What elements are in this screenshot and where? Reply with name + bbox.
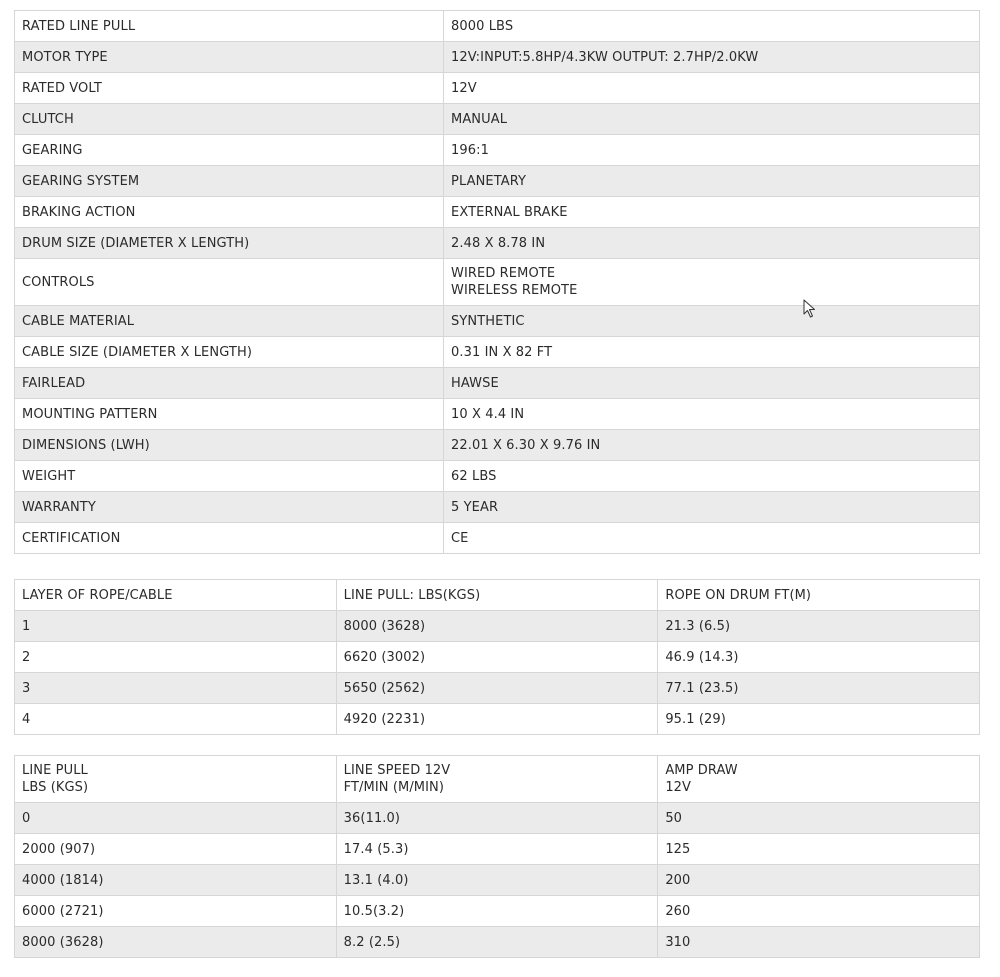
spec-row — [15, 523, 980, 554]
spec-row — [15, 73, 980, 104]
spec-label: GEARING SYSTEM — [15, 166, 444, 197]
spec-label: RATED LINE PULL — [15, 11, 444, 42]
table-cell: 260 — [658, 896, 980, 927]
table-cell: 50 — [658, 803, 980, 834]
table-row — [15, 865, 980, 896]
table-row — [15, 704, 980, 735]
spec-value: 5 YEAR — [444, 492, 980, 523]
table-cell: 4920 (2231) — [336, 704, 658, 735]
spec-label: BRAKING ACTION — [15, 197, 444, 228]
spec-row — [15, 430, 980, 461]
table-cell: 21.3 (6.5) — [658, 611, 980, 642]
table-cell: 77.1 (23.5) — [658, 673, 980, 704]
table-cell: 8000 (3628) — [336, 611, 658, 642]
spec-label: CERTIFICATION — [15, 523, 444, 554]
specifications-table — [14, 10, 980, 554]
performance-table — [14, 755, 980, 958]
spec-value — [444, 259, 980, 306]
spec-value: CE — [444, 523, 980, 554]
spec-label: WEIGHT — [15, 461, 444, 492]
column-header-line: LBS (KGS) — [22, 780, 89, 795]
spec-row — [15, 135, 980, 166]
column-header — [15, 756, 337, 803]
table-cell: 17.4 (5.3) — [336, 834, 658, 865]
column-header — [336, 756, 658, 803]
column-header-line: AMP DRAW — [665, 763, 738, 778]
table-row — [15, 896, 980, 927]
rope-layers-table — [14, 579, 980, 735]
spec-label: MOUNTING PATTERN — [15, 399, 444, 430]
table-cell: 310 — [658, 927, 980, 958]
spec-row — [15, 228, 980, 259]
spec-label: CONTROLS — [15, 259, 444, 306]
table-cell: 6620 (3002) — [336, 642, 658, 673]
spec-value-line: WIRELESS REMOTE — [451, 283, 578, 298]
spec-value: 196:1 — [444, 135, 980, 166]
spec-label: CLUTCH — [15, 104, 444, 135]
table-cell: 10.5(3.2) — [336, 896, 658, 927]
spec-row — [15, 166, 980, 197]
spec-label: GEARING — [15, 135, 444, 166]
table-row — [15, 927, 980, 958]
spec-value: EXTERNAL BRAKE — [444, 197, 980, 228]
table-row — [15, 642, 980, 673]
spec-value: HAWSE — [444, 368, 980, 399]
table-cell: 36(11.0) — [336, 803, 658, 834]
table-cell: 4 — [15, 704, 337, 735]
table-cell: 95.1 (29) — [658, 704, 980, 735]
spec-value-line: WIRED REMOTE — [451, 266, 556, 281]
column-header-line: LINE PULL — [22, 763, 88, 778]
table-cell: 125 — [658, 834, 980, 865]
spec-value: 62 LBS — [444, 461, 980, 492]
spec-row — [15, 461, 980, 492]
spec-value: PLANETARY — [444, 166, 980, 197]
table-row — [15, 803, 980, 834]
spec-value: 2.48 X 8.78 IN — [444, 228, 980, 259]
spec-value: 8000 LBS — [444, 11, 980, 42]
table-cell: 0 — [15, 803, 337, 834]
spec-label: FAIRLEAD — [15, 368, 444, 399]
table-cell: 3 — [15, 673, 337, 704]
table-cell: 46.9 (14.3) — [658, 642, 980, 673]
spec-value: SYNTHETIC — [444, 306, 980, 337]
table-cell: 4000 (1814) — [15, 865, 337, 896]
spec-label: RATED VOLT — [15, 73, 444, 104]
spec-value: 10 X 4.4 IN — [444, 399, 980, 430]
spec-value: 12V — [444, 73, 980, 104]
column-header-line: FT/MIN (M/MIN) — [343, 780, 445, 795]
spec-label: CABLE SIZE (DIAMETER X LENGTH) — [15, 337, 444, 368]
column-header: ROPE ON DRUM FT(M) — [658, 580, 980, 611]
spec-row — [15, 104, 980, 135]
spec-label: WARRANTY — [15, 492, 444, 523]
column-header-line: 12V — [665, 780, 692, 795]
spec-row — [15, 337, 980, 368]
spec-row — [15, 259, 980, 306]
spec-label: DIMENSIONS (LWH) — [15, 430, 444, 461]
mouse-pointer-icon — [803, 299, 817, 319]
table-cell: 2000 (907) — [15, 834, 337, 865]
table-cell: 13.1 (4.0) — [336, 865, 658, 896]
spec-label: CABLE MATERIAL — [15, 306, 444, 337]
spec-row — [15, 42, 980, 73]
table-row — [15, 673, 980, 704]
table-header-row — [15, 580, 980, 611]
spec-value: 0.31 IN X 82 FT — [444, 337, 980, 368]
spec-label: DRUM SIZE (DIAMETER X LENGTH) — [15, 228, 444, 259]
spec-row — [15, 197, 980, 228]
table-cell: 8.2 (2.5) — [336, 927, 658, 958]
spec-row — [15, 399, 980, 430]
spec-value: 22.01 X 6.30 X 9.76 IN — [444, 430, 980, 461]
spec-row — [15, 368, 980, 399]
spec-value: MANUAL — [444, 104, 980, 135]
table-row — [15, 611, 980, 642]
table-cell: 2 — [15, 642, 337, 673]
column-header-line: LINE SPEED 12V — [343, 763, 451, 778]
column-header: LAYER OF ROPE/CABLE — [15, 580, 337, 611]
spec-value: 12V:INPUT:5.8HP/4.3KW OUTPUT: 2.7HP/2.0KW — [444, 42, 980, 73]
column-header — [658, 756, 980, 803]
spec-label: MOTOR TYPE — [15, 42, 444, 73]
table-cell: 8000 (3628) — [15, 927, 337, 958]
table-cell: 5650 (2562) — [336, 673, 658, 704]
table-cell: 200 — [658, 865, 980, 896]
spec-row — [15, 306, 980, 337]
table-cell: 1 — [15, 611, 337, 642]
spec-row — [15, 11, 980, 42]
table-cell: 6000 (2721) — [15, 896, 337, 927]
table-row — [15, 834, 980, 865]
column-header: LINE PULL: LBS(KGS) — [336, 580, 658, 611]
table-header-row — [15, 756, 980, 803]
spec-row — [15, 492, 980, 523]
